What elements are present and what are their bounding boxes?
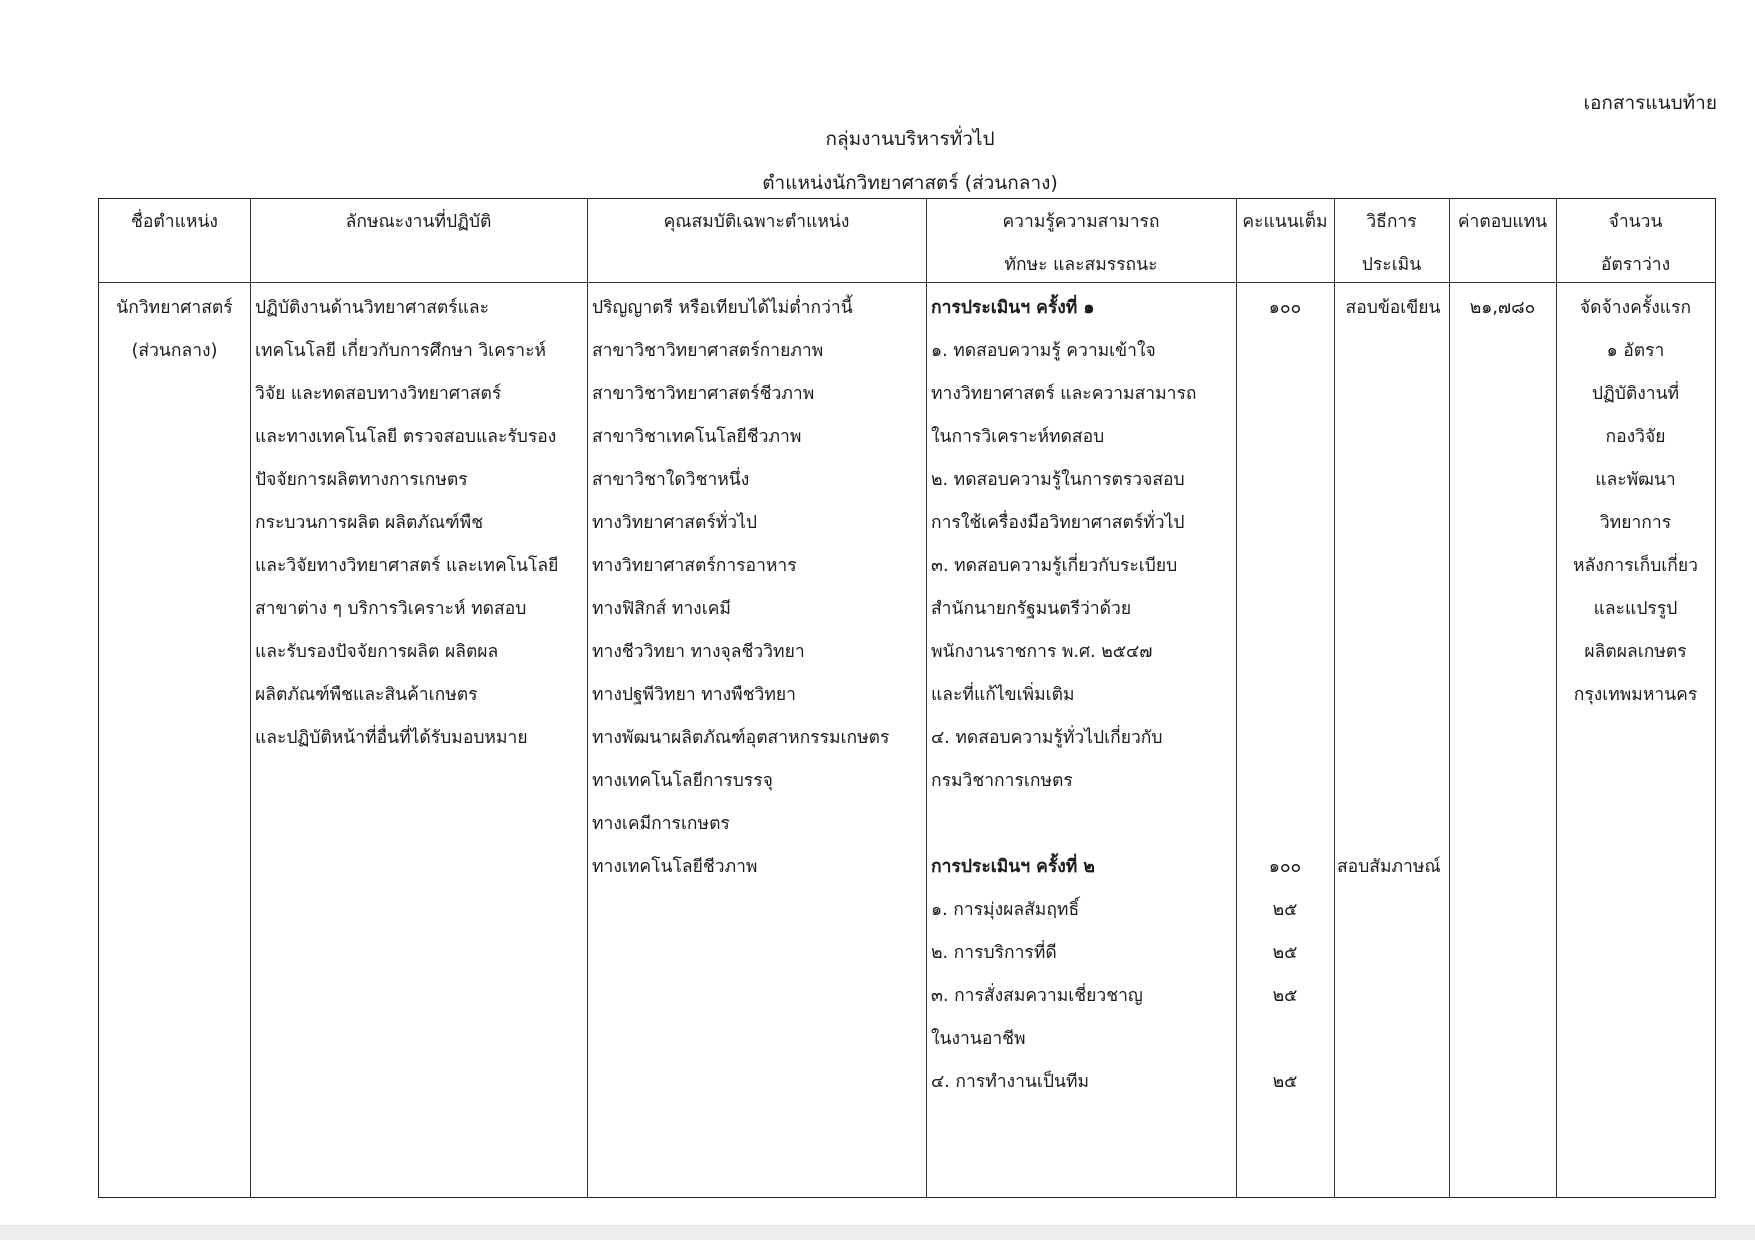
header-method-line1: วิธีการ	[1366, 212, 1417, 232]
count-line: จัดจ้างครั้งแรก	[1579, 298, 1692, 318]
column-divider	[1334, 199, 1335, 1197]
qualification-line: ทางเทคโนโลยีชีวภาพ	[592, 857, 758, 877]
header-pay-label: ค่าตอบแทน	[1457, 212, 1548, 232]
position-name-line: นักวิทยาศาสตร์	[116, 298, 233, 318]
count-line: กรุงเทพมหานคร	[1573, 685, 1698, 705]
header-duties-label: ลักษณะงานที่ปฏิบัติ	[345, 212, 492, 232]
duties-line: เทคโนโลยี เกี่ยวกับการศึกษา วิเคราะห์	[255, 341, 547, 361]
duties-line: ปฏิบัติงานด้านวิทยาศาสตร์และ	[255, 298, 490, 318]
method-value	[1337, 373, 1449, 416]
knowledge-line: และที่แก้ไขเพิ่มเติม	[931, 685, 1075, 705]
score-value	[1236, 760, 1334, 803]
page-bottom-edge	[0, 1225, 1755, 1240]
duties-line: วิจัย และทดสอบทางวิทยาศาสตร์	[255, 384, 502, 404]
score-value: ๒๕	[1272, 943, 1298, 963]
document-title-position: ตำแหน่งนักวิทยาศาสตร์ (ส่วนกลาง)	[762, 172, 1058, 194]
method-cell	[1337, 287, 1449, 889]
position-table	[98, 198, 1716, 1198]
method-value	[1337, 416, 1449, 459]
count-line: ๑ อัตรา	[1606, 341, 1665, 361]
assessment-round-2-heading: การประเมินฯ ครั้งที่ ๒	[931, 857, 1095, 877]
qualifications-cell	[592, 287, 924, 889]
knowledge-line: ๑. ทดสอบความรู้ ความเข้าใจ	[931, 341, 1156, 361]
column-divider	[587, 199, 588, 1197]
score-value	[1236, 373, 1334, 416]
header-qualifications-label: คุณสมบัติเฉพาะตำแหน่ง	[663, 212, 850, 232]
column-divider	[926, 199, 927, 1197]
header-count-line2: อัตราว่าง	[1600, 255, 1671, 275]
method-value	[1337, 717, 1449, 760]
score-value	[1236, 717, 1334, 760]
score-value: ๑๐๐	[1268, 857, 1302, 877]
method-value: สอบสัมภาษณ์	[1337, 857, 1441, 877]
knowledge-line: ๔. การทำงานเป็นทีม	[931, 1072, 1090, 1092]
qualification-line: สาขาวิชาเทคโนโลยีชีวภาพ	[592, 427, 802, 447]
duties-line: และทางเทคโนโลยี ตรวจสอบและรับรอง	[255, 427, 557, 447]
knowledge-line: ทางวิทยาศาสตร์ และความสามารถ	[931, 384, 1197, 404]
method-value: สอบข้อเขียน	[1345, 298, 1441, 318]
knowledge-line: ๔. ทดสอบความรู้ทั่วไปเกี่ยวกับ	[931, 728, 1163, 748]
header-duties	[250, 199, 587, 282]
document-title-department: กลุ่มงานบริหารทั่วไป	[825, 128, 995, 150]
header-method-line2: ประเมิน	[1361, 255, 1422, 275]
score-value: ๒๕	[1272, 1072, 1298, 1092]
score-value	[1236, 588, 1334, 631]
qualification-line: สาขาวิชาใดวิชาหนึ่ง	[592, 470, 750, 490]
header-divider	[99, 282, 1715, 283]
qualification-line: ทางฟิสิกส์ ทางเคมี	[592, 599, 731, 619]
header-knowledge	[926, 199, 1236, 282]
method-value	[1337, 588, 1449, 631]
pay-value: ๒๑,๗๘๐	[1469, 298, 1536, 318]
qualification-line: ทางพัฒนาผลิตภัณฑ์อุตสาหกรรมเกษตร	[592, 728, 890, 748]
knowledge-line: กรมวิชาการเกษตร	[931, 771, 1073, 791]
position-name-cell	[99, 287, 250, 373]
column-divider	[250, 199, 251, 1197]
method-value	[1337, 502, 1449, 545]
duties-line: ผลิตภัณฑ์พืชและสินค้าเกษตร	[255, 685, 478, 705]
method-value	[1337, 674, 1449, 717]
position-name-line: (ส่วนกลาง)	[131, 341, 218, 361]
score-value	[1236, 416, 1334, 459]
knowledge-line: ๓. ทดสอบความรู้เกี่ยวกับระเบียบ	[931, 556, 1178, 576]
qualification-line: ทางวิทยาศาสตร์ทั่วไป	[592, 513, 758, 533]
qualification-line: ทางวิทยาศาสตร์การอาหาร	[592, 556, 797, 576]
qualification-line: ทางชีววิทยา ทางจุลชีววิทยา	[592, 642, 805, 662]
method-value	[1337, 760, 1449, 803]
knowledge-line: ๒. การบริการที่ดี	[931, 943, 1057, 963]
duties-line: สาขาต่าง ๆ บริการวิเคราะห์ ทดสอบ	[255, 599, 527, 619]
column-divider	[1449, 199, 1450, 1197]
header-method	[1334, 199, 1449, 282]
count-line: หลังการเก็บเกี่ยว	[1573, 556, 1698, 576]
score-value	[1236, 631, 1334, 674]
score-value	[1236, 330, 1334, 373]
header-score	[1236, 199, 1334, 282]
method-value	[1337, 459, 1449, 502]
score-value	[1236, 459, 1334, 502]
qualification-line: สาขาวิชาวิทยาศาสตร์กายภาพ	[592, 341, 824, 361]
count-line: ปฏิบัติงานที่	[1591, 384, 1680, 404]
count-line: ผลิตผลเกษตร	[1584, 642, 1687, 662]
count-line: และแปรรูป	[1593, 599, 1678, 619]
header-position	[99, 199, 250, 282]
duties-line: และรับรองปัจจัยการผลิต ผลิตผล	[255, 642, 499, 662]
qualification-line: ปริญญาตรี หรือเทียบได้ไม่ต่ำกว่านี้	[592, 298, 853, 318]
qualification-line: สาขาวิชาวิทยาศาสตร์ชีวภาพ	[592, 384, 815, 404]
header-pay	[1449, 199, 1556, 282]
score-value	[1236, 674, 1334, 717]
duties-line: และปฏิบัติหน้าที่อื่นที่ได้รับมอบหมาย	[255, 728, 528, 748]
method-value	[1337, 631, 1449, 674]
header-knowledge-line2: ทักษะ และสมรรถนะ	[1004, 255, 1158, 275]
count-line: และพัฒนา	[1595, 470, 1676, 490]
assessment-round-1-heading: การประเมินฯ ครั้งที่ ๑	[931, 298, 1095, 318]
qualification-line: ทางปฐพีวิทยา ทางพืชวิทยา	[592, 685, 796, 705]
header-count-line1: จำนวน	[1608, 212, 1663, 232]
document-label: เอกสารแนบท้าย	[1583, 92, 1717, 114]
duties-line: และวิจัยทางวิทยาศาสตร์ และเทคโนโลยี	[255, 556, 559, 576]
method-value	[1337, 545, 1449, 588]
duties-line: ปัจจัยการผลิตทางการเกษตร	[255, 470, 468, 490]
knowledge-line: ในงานอาชีพ	[931, 1029, 1026, 1049]
header-count	[1556, 199, 1715, 282]
pay-cell	[1449, 287, 1556, 330]
knowledge-line: ๑. การมุ่งผลสัมฤทธิ์	[931, 900, 1080, 920]
header-knowledge-line1: ความรู้ความสามารถ	[1002, 212, 1160, 232]
duties-cell	[255, 287, 585, 760]
header-qualifications	[587, 199, 926, 282]
duties-line: กระบวนการผลิต ผลิตภัณฑ์พืช	[255, 513, 484, 533]
score-value: ๒๕	[1272, 900, 1298, 920]
knowledge-line: ๓. การสั่งสมความเชี่ยวชาญ	[931, 986, 1143, 1006]
score-value	[1236, 803, 1334, 846]
header-score-label: คะแนนเต็ม	[1242, 212, 1328, 232]
qualification-line: ทางเคมีการเกษตร	[592, 814, 730, 834]
count-line: วิทยาการ	[1599, 513, 1672, 533]
knowledge-line: สำนักนายกรัฐมนตรีว่าด้วย	[931, 599, 1132, 619]
knowledge-line: พนักงานราชการ พ.ศ. ๒๕๔๗	[931, 642, 1153, 662]
score-value: ๒๕	[1272, 986, 1298, 1006]
header-position-label: ชื่อตำแหน่ง	[131, 212, 218, 232]
knowledge-line	[931, 803, 1234, 846]
knowledge-cell	[931, 287, 1234, 1104]
knowledge-line: การใช้เครื่องมือวิทยาศาสตร์ทั่วไป	[931, 513, 1185, 533]
score-value	[1236, 502, 1334, 545]
knowledge-line: ๒. ทดสอบความรู้ในการตรวจสอบ	[931, 470, 1185, 490]
score-value: ๑๐๐	[1268, 298, 1302, 318]
score-cell	[1236, 287, 1334, 1104]
knowledge-line: ในการวิเคราะห์ทดสอบ	[931, 427, 1105, 447]
count-line: กองวิจัย	[1605, 427, 1666, 447]
score-value	[1236, 545, 1334, 588]
score-value	[1236, 1018, 1334, 1061]
method-value	[1337, 803, 1449, 846]
count-cell	[1556, 287, 1715, 717]
method-value	[1337, 330, 1449, 373]
qualification-line: ทางเทคโนโลยีการบรรจุ	[592, 771, 773, 791]
